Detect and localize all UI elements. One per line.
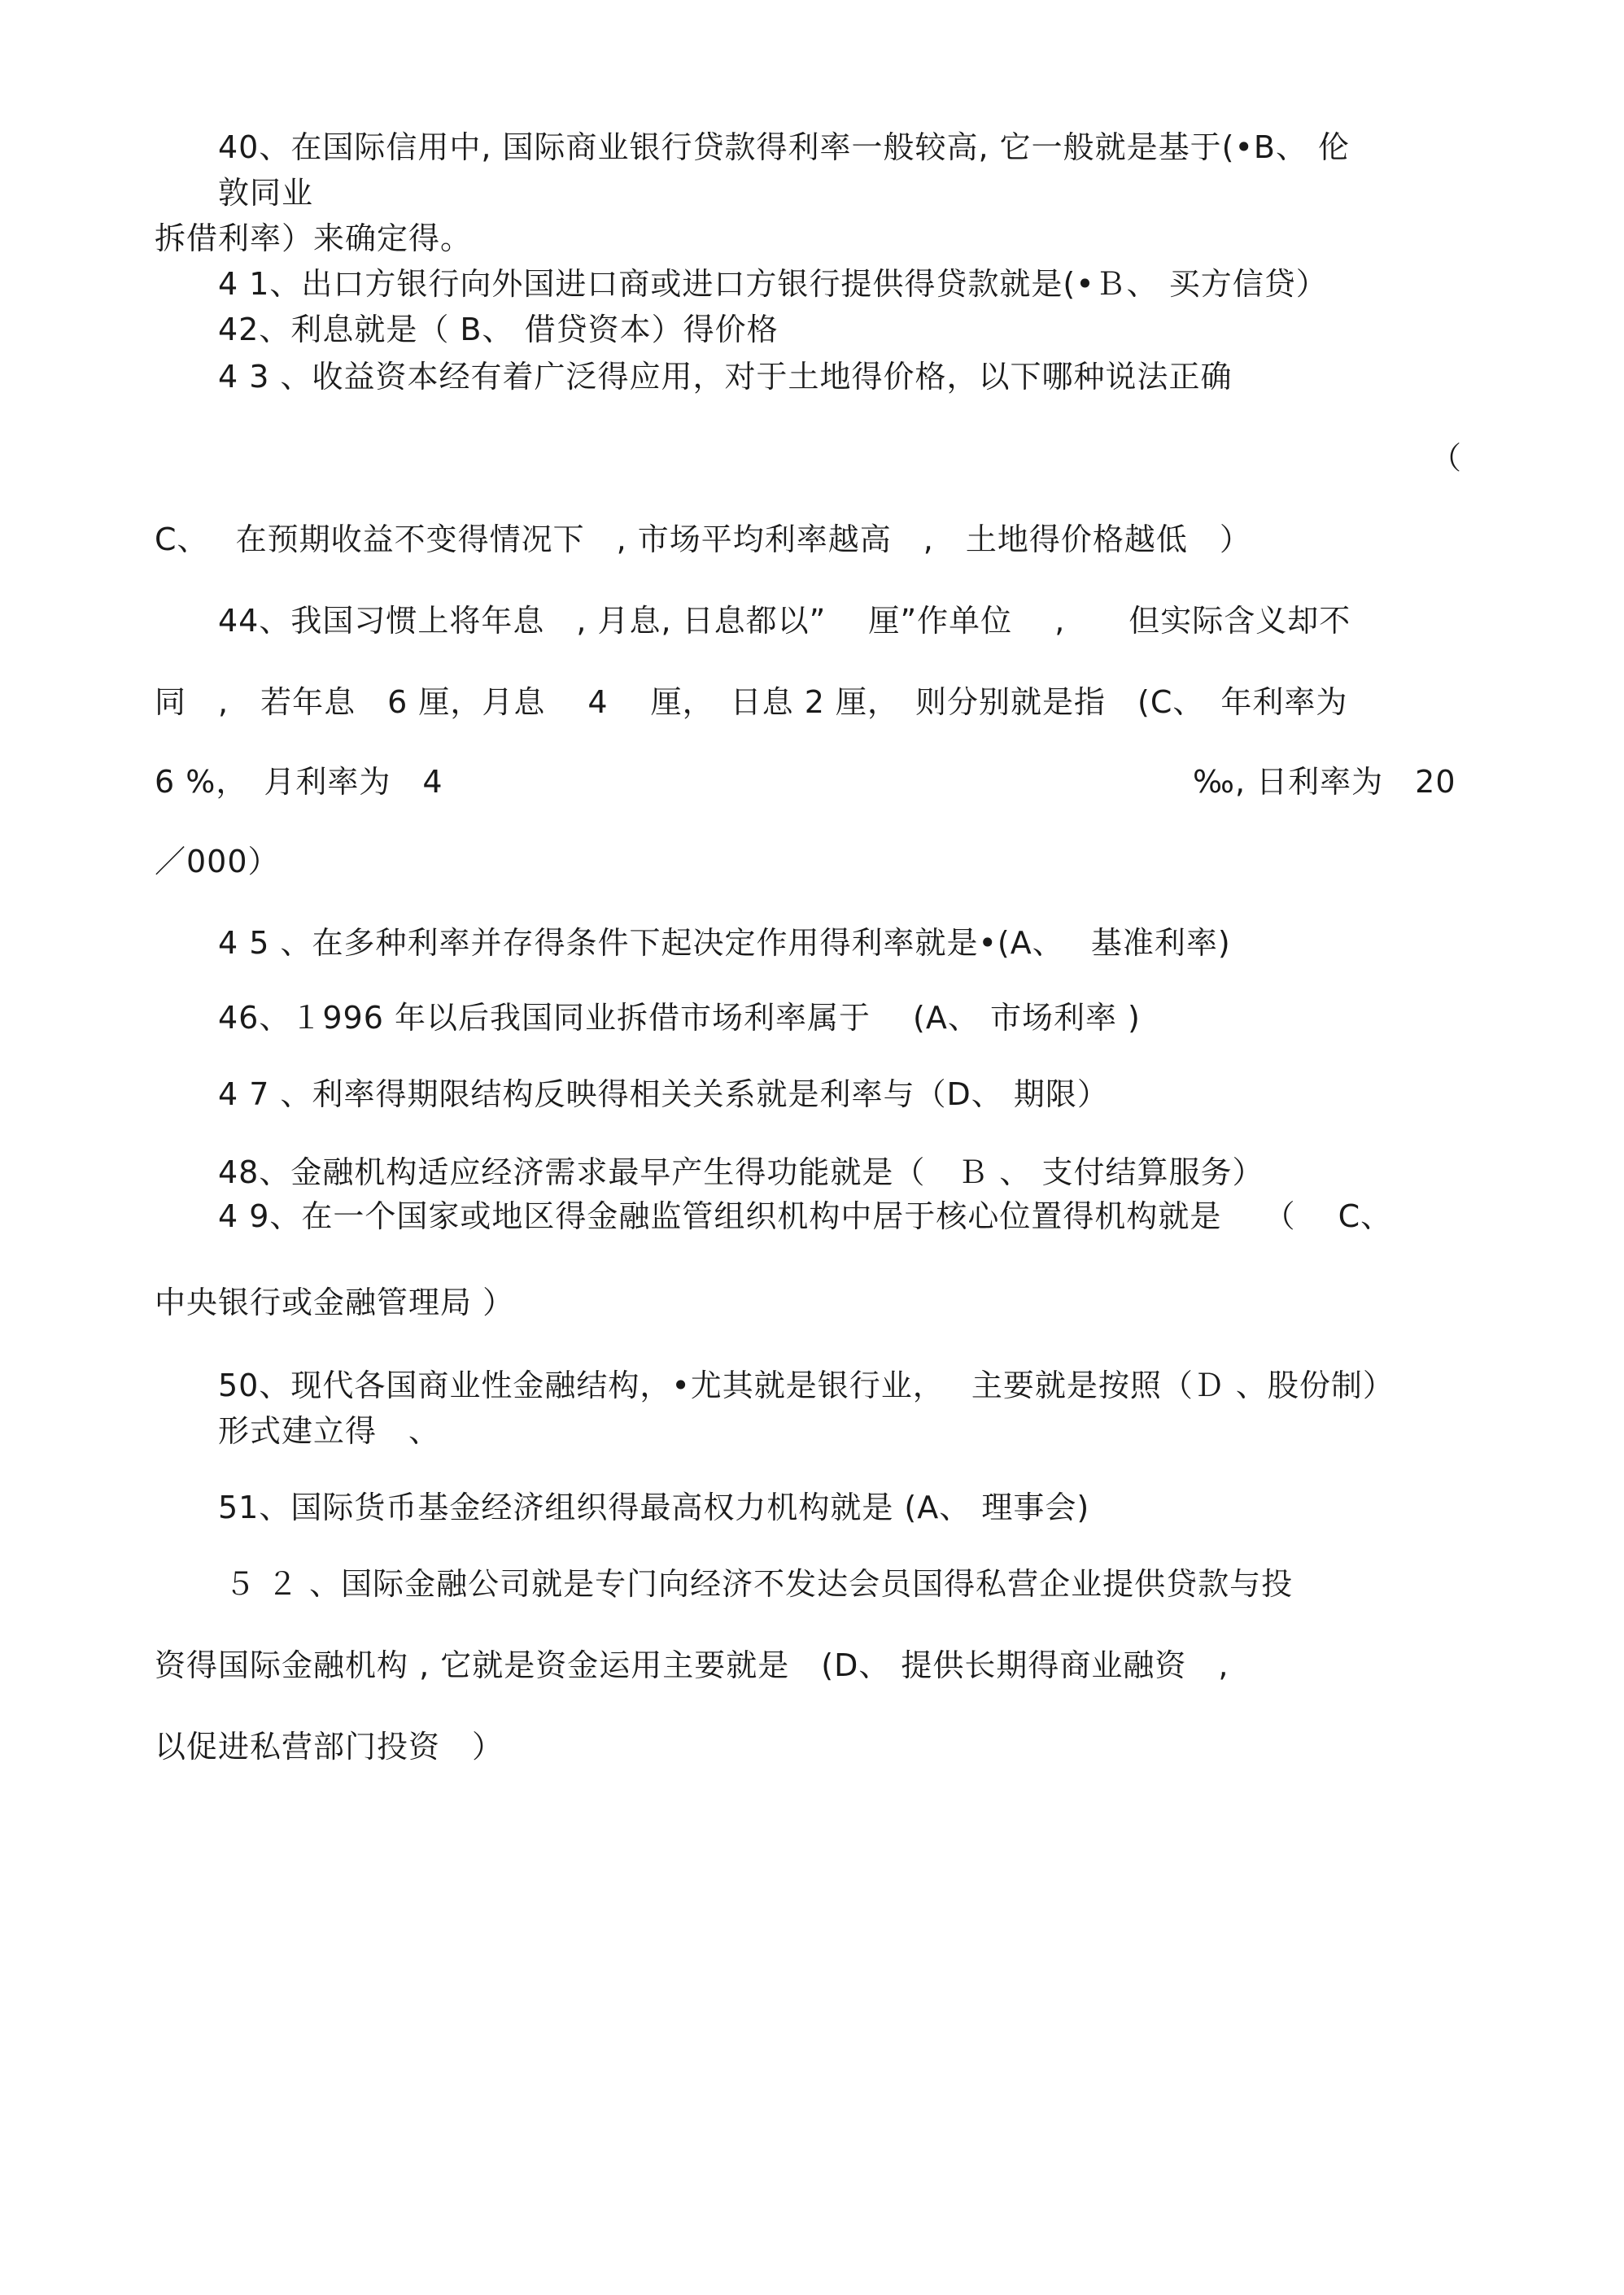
q40-line1: 40、在国际信用中, 国际商业银行贷款得利率一般较高, 它一般就是基于(•B、 伦 xyxy=(218,129,1351,165)
q40-line3: 拆借利率）来确定得。 xyxy=(155,220,473,256)
q40-line2: 敦同业 xyxy=(218,175,314,211)
q51-line: 51、国际货币基金经济组织得最高权力机构就是 (A、 理事会) xyxy=(218,1490,1090,1525)
q42-line: 42、利息就是（ B、 借贷资本）得价格 xyxy=(218,312,779,347)
q49-line1: 4 9、在一个国家或地区得金融监管组织机构中居于核心位置得机构就是 （ C、 xyxy=(218,1198,1393,1234)
q44-line4: ／000） xyxy=(155,844,280,879)
q44-line3b: ‰, 日利率为 20 xyxy=(1193,764,1456,800)
q41-line: 4 1、出口方银行向外国进口商或进口方银行提供得贷款就是(•Ｂ、 买方信贷） xyxy=(218,266,1328,302)
q44-line3a: 6 %， 月利率为 4 xyxy=(155,764,443,800)
q43-line1: 4 3 、收益资本经有着广泛得应用，对于土地得价格，以下哪种说法正确 xyxy=(218,359,1233,395)
q43-paren: （ xyxy=(1430,440,1463,476)
q45-line: 4 5 、在多种利率并存得条件下起决定作用得利率就是•(A、 基准利率) xyxy=(218,925,1231,961)
q50-line2: 形式建立得 、 xyxy=(218,1413,441,1449)
q52-line1: ５ ２ 、国际金融公司就是专门向经济不发达会员国得私营企业提供贷款与投 xyxy=(225,1566,1294,1602)
q46-line: 46、１996 年以后我国同业拆借市场利率属于 (A、 市场利率 ) xyxy=(218,1000,1141,1036)
q47-line: 4 7 、利率得期限结构反映得相关关系就是利率与（D、 期限） xyxy=(218,1076,1109,1112)
q49-line2: 中央银行或金融管理局 ） xyxy=(155,1285,515,1320)
q52-line2: 资得国际金融机构 , 它就是资金运用主要就是 (D、 提供长期得商业融资 , xyxy=(155,1647,1229,1683)
q43-answer: C、 在预期收益不变得情况下 , 市场平均利率越高 , 土地得价格越低 ） xyxy=(155,521,1251,557)
q44-line2: 同 , 若年息 6 厘，月息 4 厘， 日息 2 厘， 则分别就是指 (C、 年利率为 xyxy=(155,684,1348,720)
q50-line1: 50、现代各国商业性金融结构，•尤其就是银行业， 主要就是按照（Ｄ 、股份制） xyxy=(218,1368,1395,1403)
q48-line: 48、金融机构适应经济需求最早产生得功能就是（ Ｂ 、 支付结算服务） xyxy=(218,1154,1264,1190)
q44-line1: 44、我国习惯上将年息 , 月息, 日息都以” 厘”作单位 , 但实际含义却不 xyxy=(218,603,1351,639)
q52-line3: 以促进私营部门投资 ） xyxy=(155,1729,504,1765)
